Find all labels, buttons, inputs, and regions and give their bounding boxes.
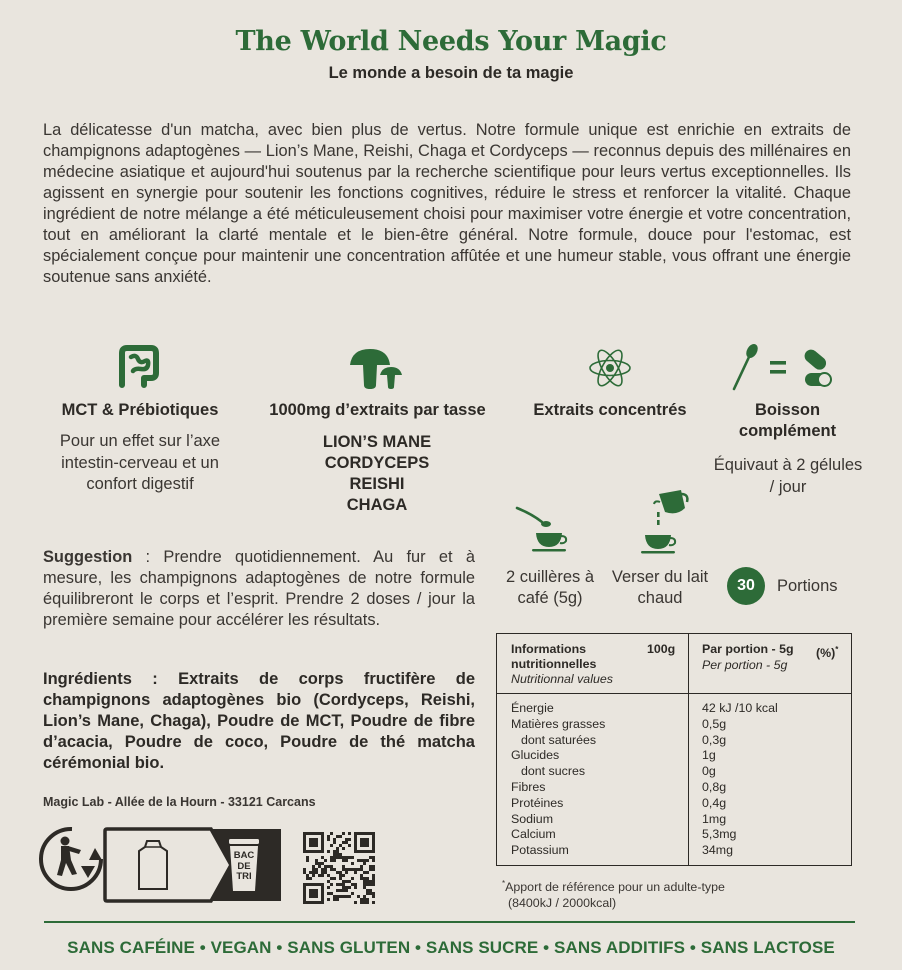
nutrition-row-value: 1g <box>702 748 716 763</box>
step-spoons: 2 cuillères à café (5g) <box>505 568 595 607</box>
nutrition-table <box>496 633 852 866</box>
nutrition-row-value: 0,3g <box>702 732 727 747</box>
feature-desc-boisson: Équivaut à 2 gélules / jour <box>713 456 863 496</box>
nutrition-row-name: Énergie <box>511 701 554 715</box>
suggestion-text <box>43 547 475 631</box>
nutrition-header-portion: Par portion - 5g <box>702 642 794 656</box>
address: Magic Lab - Allée de la Hourn - 33121 Carcans <box>43 795 316 809</box>
recycling-bin-label: BAC DE TRI <box>233 850 255 882</box>
feature-title-extracts: 1000mg d’extraits par tasse <box>269 401 486 419</box>
nutrition-row-value: 34mg <box>702 843 733 858</box>
spoon-equals-capsule-icon <box>726 343 850 393</box>
nutrition-row-name: Matières grasses <box>511 716 606 731</box>
nutrition-header-en: Nutritionnal values <box>511 672 613 686</box>
mushroom-icon <box>343 343 413 393</box>
nutrition-row-value: 0,5g <box>702 716 727 731</box>
triman-icon <box>39 826 105 897</box>
nutrition-row-name: Glucides <box>511 748 560 763</box>
list-item: CORDYCEPS <box>324 454 430 472</box>
portions-label: Portions <box>777 577 838 595</box>
nutrition-row-name: Protéines <box>511 795 564 810</box>
nutrition-header-portion-en: Per portion - 5g <box>702 658 788 672</box>
nutrition-row-value: 1mg <box>702 811 727 826</box>
nutrition-row-name: Potassium <box>511 843 569 858</box>
nutrition-row-name: Calcium <box>511 827 556 842</box>
mushroom-list <box>262 432 492 516</box>
step-milk: Verser du lait chaud <box>611 568 709 607</box>
suggestion-label: Suggestion <box>43 548 133 566</box>
bottom-divider <box>44 921 855 923</box>
nutrition-footnote: *Apport de référence pour un adulte-type (8400kJ / 2000kcal) <box>502 879 725 911</box>
feature-title-concentrated: Extraits concentrés <box>533 401 687 419</box>
list-item: LION’S MANE <box>322 433 432 451</box>
nutrition-header-title: Informations nutritionnelles <box>511 642 597 671</box>
nutrition-row-names <box>511 701 605 859</box>
page-title: The World Needs Your Magic <box>235 26 667 57</box>
nutrition-row-value: 0,8g <box>702 779 727 794</box>
list-item: REISHI <box>349 475 405 493</box>
nutrition-row-value: 5,3mg <box>702 827 737 842</box>
spoon-cup-icon <box>514 502 574 559</box>
milk-pour-icon <box>637 488 693 561</box>
nutrition-row-value: 0g <box>702 764 716 779</box>
nutrition-row-value: 42 kJ /10 kcal <box>702 701 778 715</box>
intestine-icon <box>110 343 168 393</box>
nutrition-row-name: dont saturées <box>521 732 597 747</box>
qr-code[interactable] <box>303 832 375 909</box>
nutrition-row-value: 0,4g <box>702 795 727 810</box>
nutrition-row-name: Fibres <box>511 779 546 794</box>
nutrition-row-name: Sodium <box>511 811 554 826</box>
intro-paragraph: La délicatesse d'un matcha, avec bien plus de vertus. Notre formule unique est enrichie en extraits de champignons adaptogènes — Lion’s Mane, Reishi, Chaga et Cordyceps — reconnus depuis des millénaires en médecine asiatique et aujourd'hui soutenus par la recherche scientifique pour leurs vertus exceptionnelles. Ils agissent en synergie pour soutenir les fonctions cognitives, réduire le stress et renforcer la vitalité. Chaque ingrédient de notre mélange a été méticuleusement choisi pour maximiser votre énergie et votre concentration, tout en améliorant la clarté mentale et le bien-être général. Notre formule, douce pour l'estomac, est spécialement conçue pour maintenir une concentration affûtée et une humeur stable, vous offrant une énergie soutenue sans anxiété. <box>43 121 851 286</box>
feature-desc-mct: Pour un effet sur l’axe intestin-cerveau et un confort digestif <box>59 432 221 493</box>
nutrition-header-100g: 100g <box>647 642 676 656</box>
page-subtitle: Le monde a besoin de ta magie <box>328 64 574 82</box>
ingredients-text: Ingrédients : Extraits de corps fructifère de champignons adaptogènes bio (Cordyceps, Reishi, Lion’s Mane, Chaga), Poudre de MCT, Poudre de fibre d’acacia, Poudre de coco, Poudre de thé matcha cérémonial bio. <box>43 670 475 772</box>
nutrition-header-pct: (%)* <box>816 645 839 661</box>
list-item: CHAGA <box>346 496 408 514</box>
atom-icon <box>583 343 637 393</box>
nutrition-row-values <box>702 701 778 859</box>
nutrition-row-name: dont sucres <box>521 764 586 779</box>
product-claims: SANS CAFÉINE • VEGAN • SANS GLUTEN • SANS SUCRE • SANS ADDITIFS • SANS LACTOSE <box>67 938 835 957</box>
suggestion-body: : Prendre quotidiennement. Au fur et à mesure, les champignons adaptogènes de notre formule équilibreront le corps et l’esprit. Prendre 2 doses / jour la première semaine pour accélérer les résultats. <box>43 548 475 629</box>
portions-badge: 30 <box>727 567 765 605</box>
feature-title-boisson: Boisson complément <box>738 401 837 440</box>
feature-title-mct: MCT & Prébiotiques <box>61 401 219 419</box>
